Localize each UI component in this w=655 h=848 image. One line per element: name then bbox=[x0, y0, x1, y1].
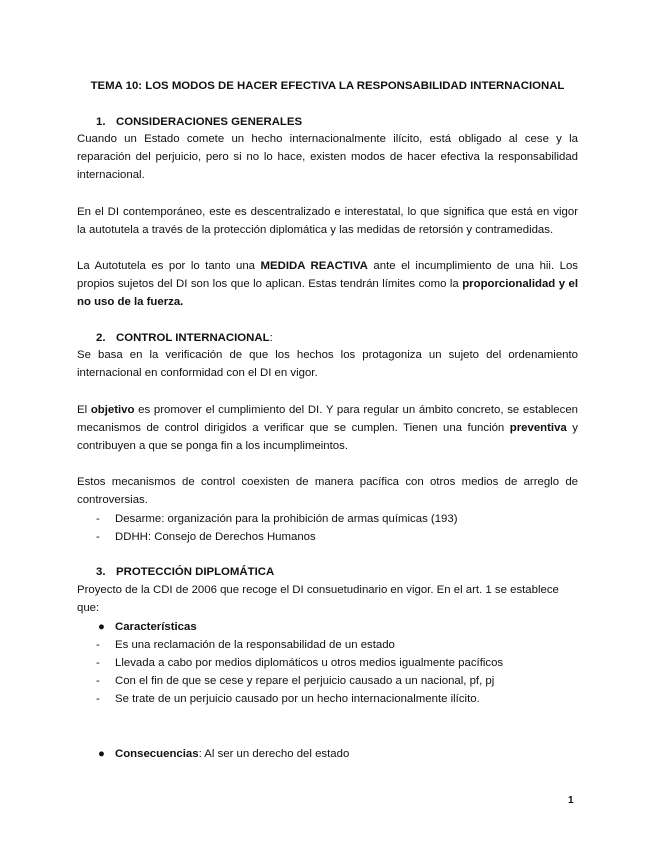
section-3-title: PROTECCIÓN DIPLOMÁTICA bbox=[116, 566, 275, 578]
section-2-colon: : bbox=[269, 332, 273, 344]
list-item: DDHH: Consejo de Derechos Humanos bbox=[115, 531, 316, 543]
section-1-paragraph-1: Cuando un Estado comete un hecho internacionalmente ilícito, está obligado al cese y la reparación del perjuicio, pero si no lo hace, existen modos de hacer efectiva la responsabilidad internacional. bbox=[77, 133, 578, 182]
list-item: Es una reclamación de la responsabilidad de un estado bbox=[115, 639, 395, 651]
dash-marker: - bbox=[96, 639, 100, 651]
text-run: ante el incumplimiento de una hii. Los propios sujetos del DI son los que lo aplican. Estas tendrán límites como la bbox=[77, 260, 578, 291]
bullet-marker: ● bbox=[98, 621, 105, 633]
text-run: El bbox=[77, 404, 91, 416]
section-3-number: 3. bbox=[96, 566, 106, 578]
list-item: Con el fin de que se cese y repare el perjuicio causado a un nacional, pf, pj bbox=[115, 675, 495, 687]
bold-text-medida-reactiva: MEDIDA REACTIVA bbox=[260, 260, 368, 272]
section-1-paragraph-3 bbox=[77, 257, 578, 312]
section-1-heading bbox=[96, 114, 302, 130]
document-title: TEMA 10: LOS MODOS DE HACER EFECTIVA LA RESPONSABILIDAD INTERNACIONAL bbox=[90, 80, 565, 92]
consecuencias-text: : Al ser un derecho del estado bbox=[198, 748, 350, 760]
text-run: y contribuyen a que se ponga fin a los incumplimeintos. bbox=[77, 422, 578, 453]
dash-marker: - bbox=[96, 657, 100, 669]
section-1-paragraph-2: En el DI contemporáneo, este es descentralizado e interestatal, lo que significa que está en vigor la autotutela a través de la protección diplomática y las medidas de retorsión y contramedidas. bbox=[77, 206, 578, 237]
section-1-title: CONSIDERACIONES GENERALES bbox=[116, 116, 303, 128]
dash-marker: - bbox=[96, 531, 100, 543]
list-item: Se trate de un perjuicio causado por un hecho internacionalmente ilícito. bbox=[115, 693, 480, 705]
section-2-paragraph-1: Se basa en la verificación de que los hechos los protagoniza un sujeto del ordenamiento internacional en conformidad con el DI en vigor. bbox=[77, 349, 578, 380]
bold-text-proporcionalidad: proporcionalidad y el no uso de la fuerza. bbox=[77, 278, 578, 309]
consecuencias-label: Consecuencias bbox=[115, 748, 199, 760]
section-2-paragraph-3: Estos mecanismos de control coexisten de manera pacífica con otros medios de arreglo de controversias. bbox=[77, 476, 578, 507]
text-run: es promover el cumplimiento del DI. Y para regular un ámbito concreto, se establecen mecanismos de control dirigidos a verificar que se cumplen. Tienen una función bbox=[77, 404, 579, 435]
bold-text-objetivo: objetivo bbox=[90, 404, 135, 416]
list-item: Desarme: organización para la prohibición de armas químicas (193) bbox=[115, 513, 458, 525]
section-3-heading bbox=[96, 564, 274, 580]
section-2-paragraph-2 bbox=[77, 401, 578, 456]
dash-marker: - bbox=[96, 513, 100, 525]
section-1-number: 1. bbox=[96, 116, 106, 128]
caracteristicas-label: Características bbox=[115, 621, 197, 633]
page-number: 1 bbox=[568, 795, 574, 806]
section-2-title: CONTROL INTERNACIONAL bbox=[116, 332, 270, 344]
list-item: Llevada a cabo por medios diplomáticos u otros medios igualmente pacíficos bbox=[115, 657, 504, 669]
dash-marker: - bbox=[96, 675, 100, 687]
bold-text-preventiva: preventiva bbox=[509, 422, 567, 435]
bullet-marker: ● bbox=[98, 748, 105, 760]
section-2-heading bbox=[96, 330, 273, 346]
section-3-paragraph-1: Proyecto de la CDI de 2006 que recoge el DI consuetudinario en vigor. En el art. 1 se establece que: bbox=[77, 584, 559, 615]
dash-marker: - bbox=[96, 693, 100, 705]
text-run: La Autotutela es por lo tanto una bbox=[77, 260, 261, 272]
consecuencias-line bbox=[115, 746, 349, 762]
section-2-number: 2. bbox=[96, 332, 106, 344]
